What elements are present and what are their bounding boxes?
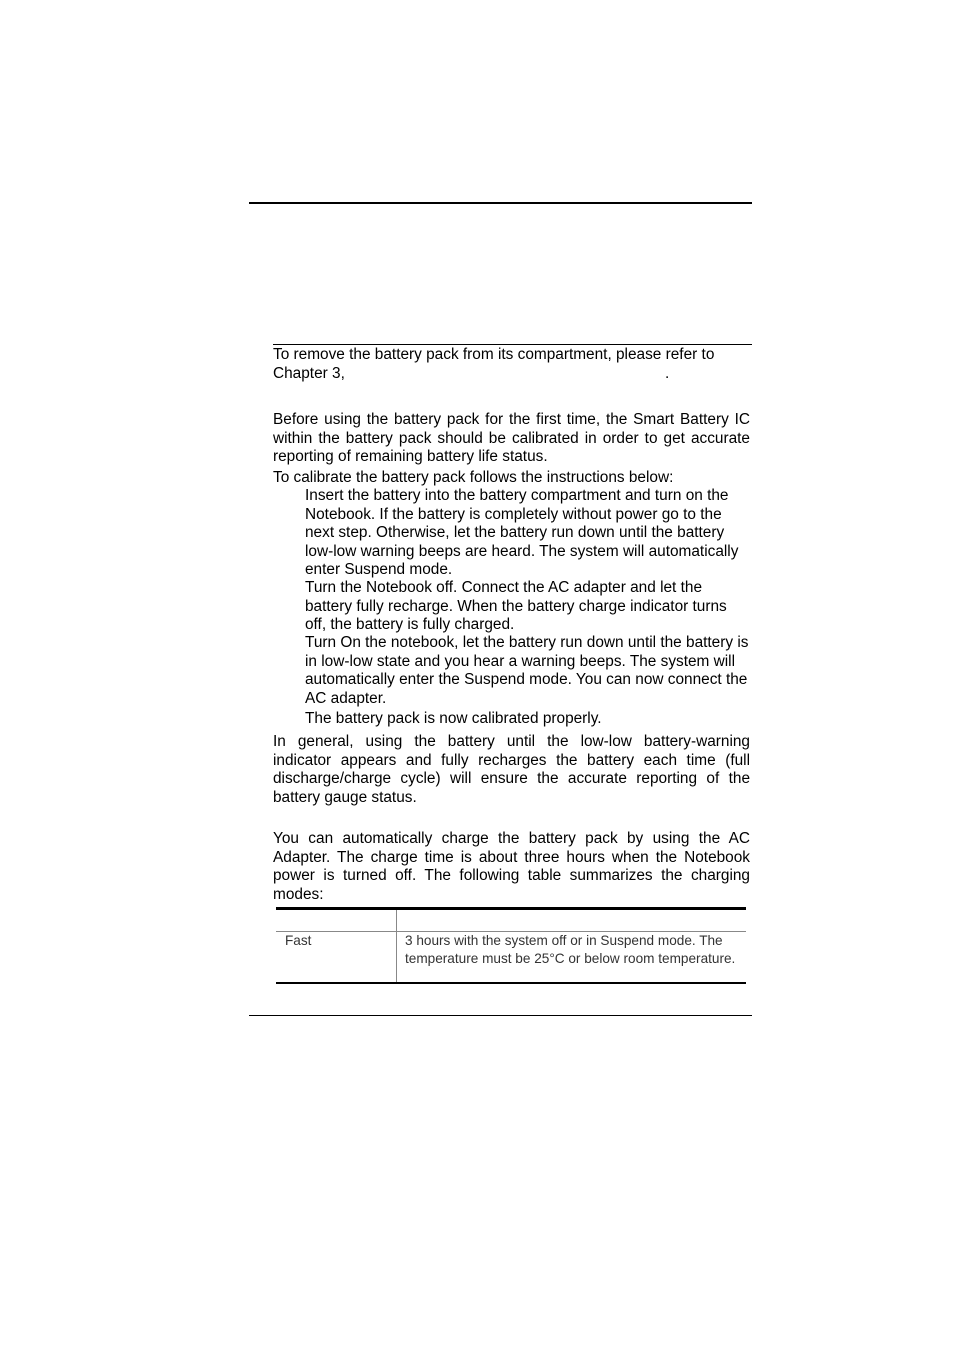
calibration-step-1: Insert the battery into the battery compartment and turn on the Notebook. If the battery is completely without power go to the next step. Otherwise, let the battery run down until the battery low-low warning beeps are heard. The system will automatically enter Suspend mode. bbox=[305, 487, 739, 578]
calibration-intro: Before using the battery pack for the first time, the Smart Battery IC within the battery pack should be calibrated in order to get accurate reporting of remaining battery life status. bbox=[273, 411, 750, 465]
table-column-divider bbox=[396, 910, 397, 983]
calibration-step-2: Turn the Notebook off. Connect the AC adapter and let the battery fully recharge. When the battery charge indicator turns off, the battery is fully charged. bbox=[305, 579, 727, 633]
header-rule bbox=[249, 202, 752, 204]
calibration-step-4: The battery pack is now calibrated properly. bbox=[305, 710, 602, 727]
section-rule bbox=[273, 344, 752, 345]
calibration-step-3: Turn On the notebook, let the battery run down until the battery is in low-low state and you hear a warning beeps. The system will automatically enter the Suspend mode. You can now connect the AC adapter. bbox=[305, 634, 749, 707]
calibration-general-note: In general, using the battery until the low-low battery-warning indicator appears and fully recharges the battery each time (full discharge/charge cycle) will ensure the accurate reporting of the battery gauge status. bbox=[273, 733, 750, 806]
table-cell-charge-time: 3 hours with the system off or in Suspend mode. The temperature must be 25°C or below room temperature. bbox=[405, 933, 736, 966]
calibration-instructions-lead: To calibrate the battery pack follows the instructions below: bbox=[273, 469, 674, 486]
table-bottom-rule bbox=[276, 982, 746, 984]
footer-rule bbox=[249, 1015, 752, 1016]
charging-intro: You can automatically charge the battery pack by using the AC Adapter. The charge time is about three hours when the Notebook power is turned off. The following table summarizes the charging modes: bbox=[273, 830, 750, 903]
chapter-reference: Chapter 3, bbox=[273, 365, 345, 382]
table-cell-mode: Fast bbox=[285, 933, 312, 948]
removal-paragraph-line1: To remove the battery pack from its compartment, please refer to bbox=[273, 346, 715, 363]
table-top-rule bbox=[276, 907, 746, 910]
removal-paragraph-line2 bbox=[273, 365, 345, 384]
removal-period: . bbox=[665, 365, 670, 382]
